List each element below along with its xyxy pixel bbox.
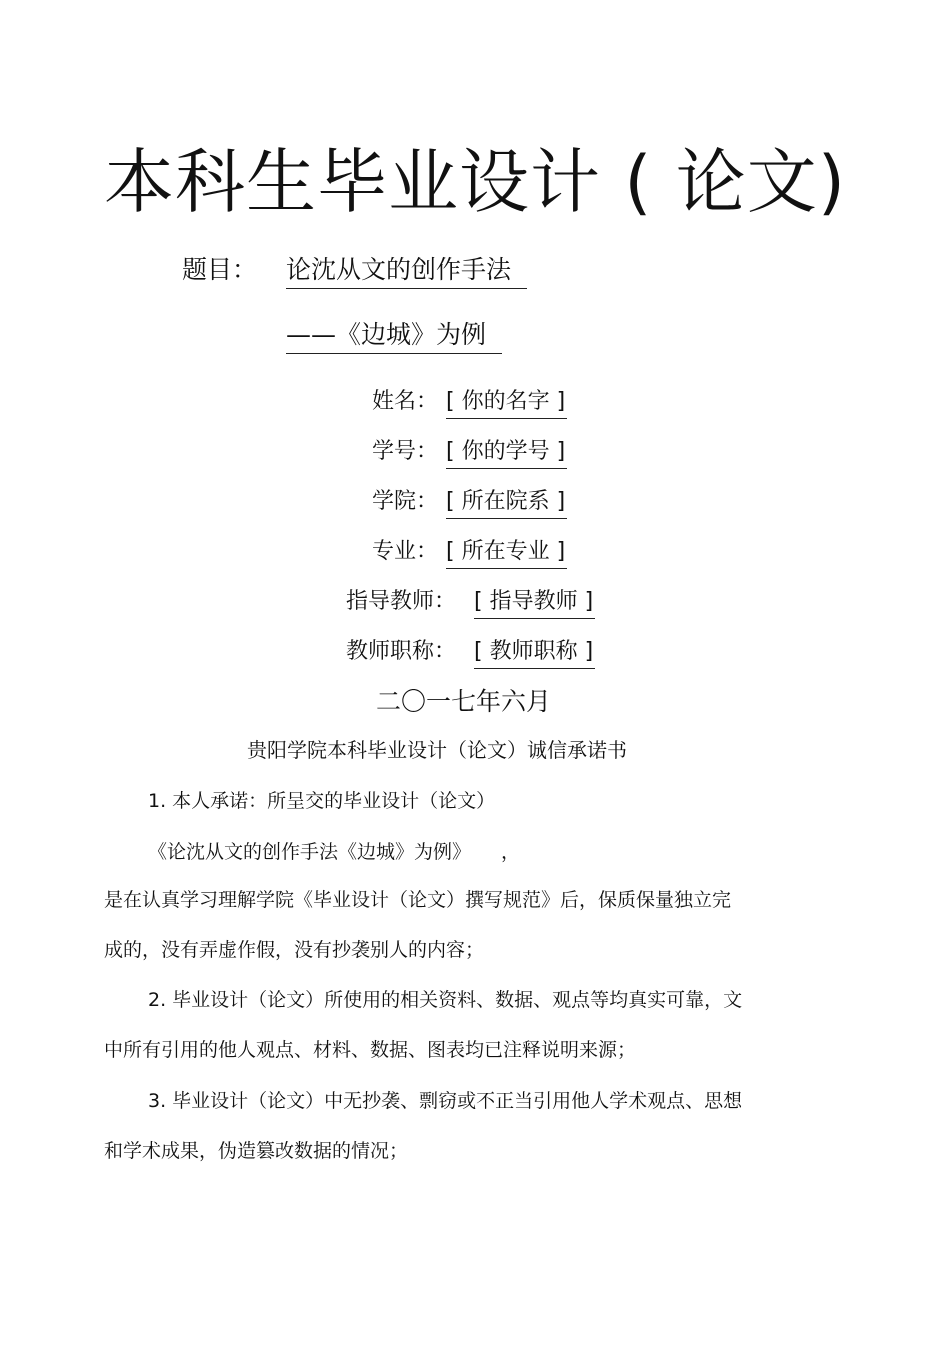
topic-title-line-2: ——《边城》为例 <box>286 317 502 354</box>
field-row-name <box>372 386 567 419</box>
field-row-student-id <box>372 436 567 469</box>
field-value-name: [ 你的名字 ] <box>446 386 567 419</box>
pledge-item-1-line-3: 是在认真学习理解学院《毕业设计（论文）撰写规范》后，保质保量独立完 <box>104 889 732 911</box>
field-row-major <box>372 536 567 569</box>
pledge-item-3-line-1: 3. 毕业设计（论文）中无抄袭、剽窃或不正当引用他人学术观点、思想 <box>148 1090 743 1112</box>
field-label-college: 学院： <box>372 489 439 514</box>
pledge-title: 贵阳学院本科毕业设计（论文）诚信承诺书 <box>247 738 627 762</box>
field-label-advisor: 指导教师： <box>346 589 457 614</box>
field-value-major: [ 所在专业 ] <box>446 536 567 569</box>
pledge-item-2-line-2: 中所有引用的他人观点、材料、数据、图表均已注释说明来源； <box>104 1039 637 1061</box>
field-label-student-id: 学号： <box>372 439 439 464</box>
field-row-advisor-title <box>346 636 595 669</box>
pledge-item-3-line-2: 和学术成果，伪造篡改数据的情况； <box>104 1140 409 1162</box>
field-row-advisor <box>346 586 595 619</box>
main-title: 本科生毕业设计 ( 论文) <box>104 141 847 223</box>
pledge-item-1-line-4: 成的，没有弄虚作假，没有抄袭别人的内容； <box>104 939 485 961</box>
field-label-name: 姓名： <box>372 389 439 414</box>
pledge-item-1-line-1: 1. 本人承诺：所呈交的毕业设计（论文） <box>148 790 496 812</box>
field-value-advisor-title: [ 教师职称 ] <box>474 636 595 669</box>
topic-label: 题目： <box>182 255 258 284</box>
field-label-advisor-title: 教师职称： <box>346 639 457 664</box>
pledge-item-2-line-1: 2. 毕业设计（论文）所使用的相关资料、数据、观点等均真实可靠，文 <box>148 989 743 1011</box>
pledge-thesis-title: 《论沈从文的创作手法《边城》为例》 <box>148 841 472 863</box>
field-value-college: [ 所在院系 ] <box>446 486 567 519</box>
field-value-student-id: [ 你的学号 ] <box>446 436 567 469</box>
topic-title-line-1: 论沈从文的创作手法 <box>286 252 527 289</box>
pledge-item-1-line-2 <box>148 838 520 866</box>
field-value-advisor: [ 指导教师 ] <box>474 586 595 619</box>
pledge-comma: ， <box>501 841 521 863</box>
field-row-college <box>372 486 567 519</box>
cover-date: 二〇一七年六月 <box>376 687 552 716</box>
field-label-major: 专业： <box>372 539 439 564</box>
